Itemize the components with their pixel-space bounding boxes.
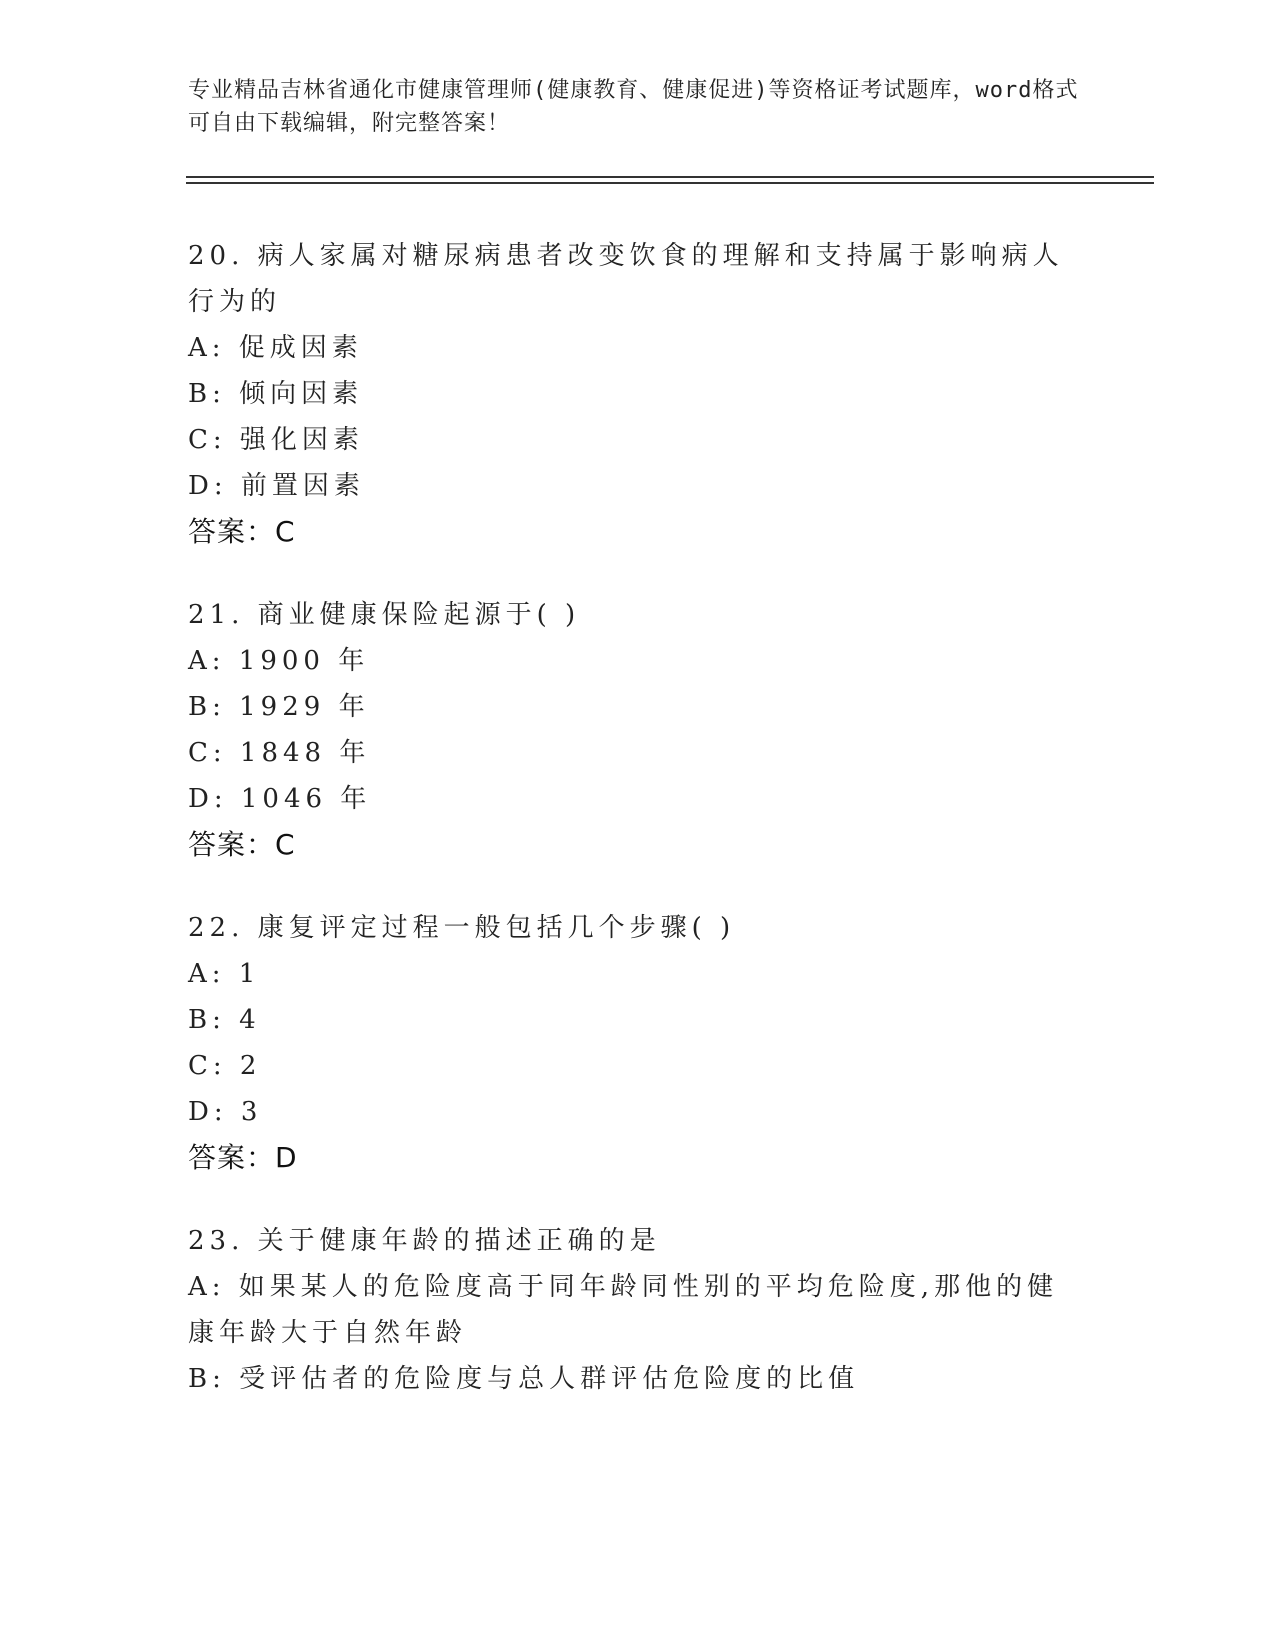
option-c: C: 2 <box>188 1051 262 1081</box>
question-stem: 23. 关于健康年龄的描述正确的是 <box>188 1226 661 1256</box>
option-a: A: 促成因素 <box>188 333 363 363</box>
option-d: D: 1046 年 <box>188 784 372 814</box>
option-b: B: 1929 年 <box>188 692 370 722</box>
header-divider-top <box>186 176 1154 178</box>
question-stem: 21. 商业健康保险起源于( ) <box>188 600 581 630</box>
question-stem: 22. 康复评定过程一般包括几个步骤( ) <box>188 913 736 943</box>
option-d: D: 3 <box>188 1097 263 1127</box>
option-b: B: 倾向因素 <box>188 379 364 409</box>
question-list <box>188 233 1088 1439</box>
option-b: B: 4 <box>188 1005 261 1035</box>
question-22 <box>188 905 1088 1181</box>
answer: 答案：C <box>188 515 296 548</box>
question-21 <box>188 592 1088 868</box>
option-a: A: 1900 年 <box>188 646 370 676</box>
option-d: D: 前置因素 <box>188 471 365 501</box>
header-divider-bottom <box>186 182 1154 184</box>
option-a: A: 1 <box>188 959 261 989</box>
answer: 答案：C <box>188 828 296 861</box>
question-20 <box>188 233 1088 555</box>
option-b: B: 受评估者的危险度与总人群评估危险度的比值 <box>188 1364 860 1394</box>
document-header: 专业精品吉林省通化市健康管理师(健康教育、健康促进)等资格证考试题库，word格式可自由下载编辑，附完整答案！ <box>188 78 1079 136</box>
question-23 <box>188 1218 1088 1402</box>
answer: 答案：D <box>188 1141 298 1174</box>
option-c: C: 1848 年 <box>188 738 371 768</box>
option-c: C: 强化因素 <box>188 425 364 455</box>
question-stem: 20. 病人家属对糖尿病患者改变饮食的理解和支持属于影响病人行为的 <box>188 241 1064 317</box>
option-a: A: 如果某人的危险度高于同年龄同性别的平均危险度,那他的健康年龄大于自然年龄 <box>188 1272 1059 1348</box>
